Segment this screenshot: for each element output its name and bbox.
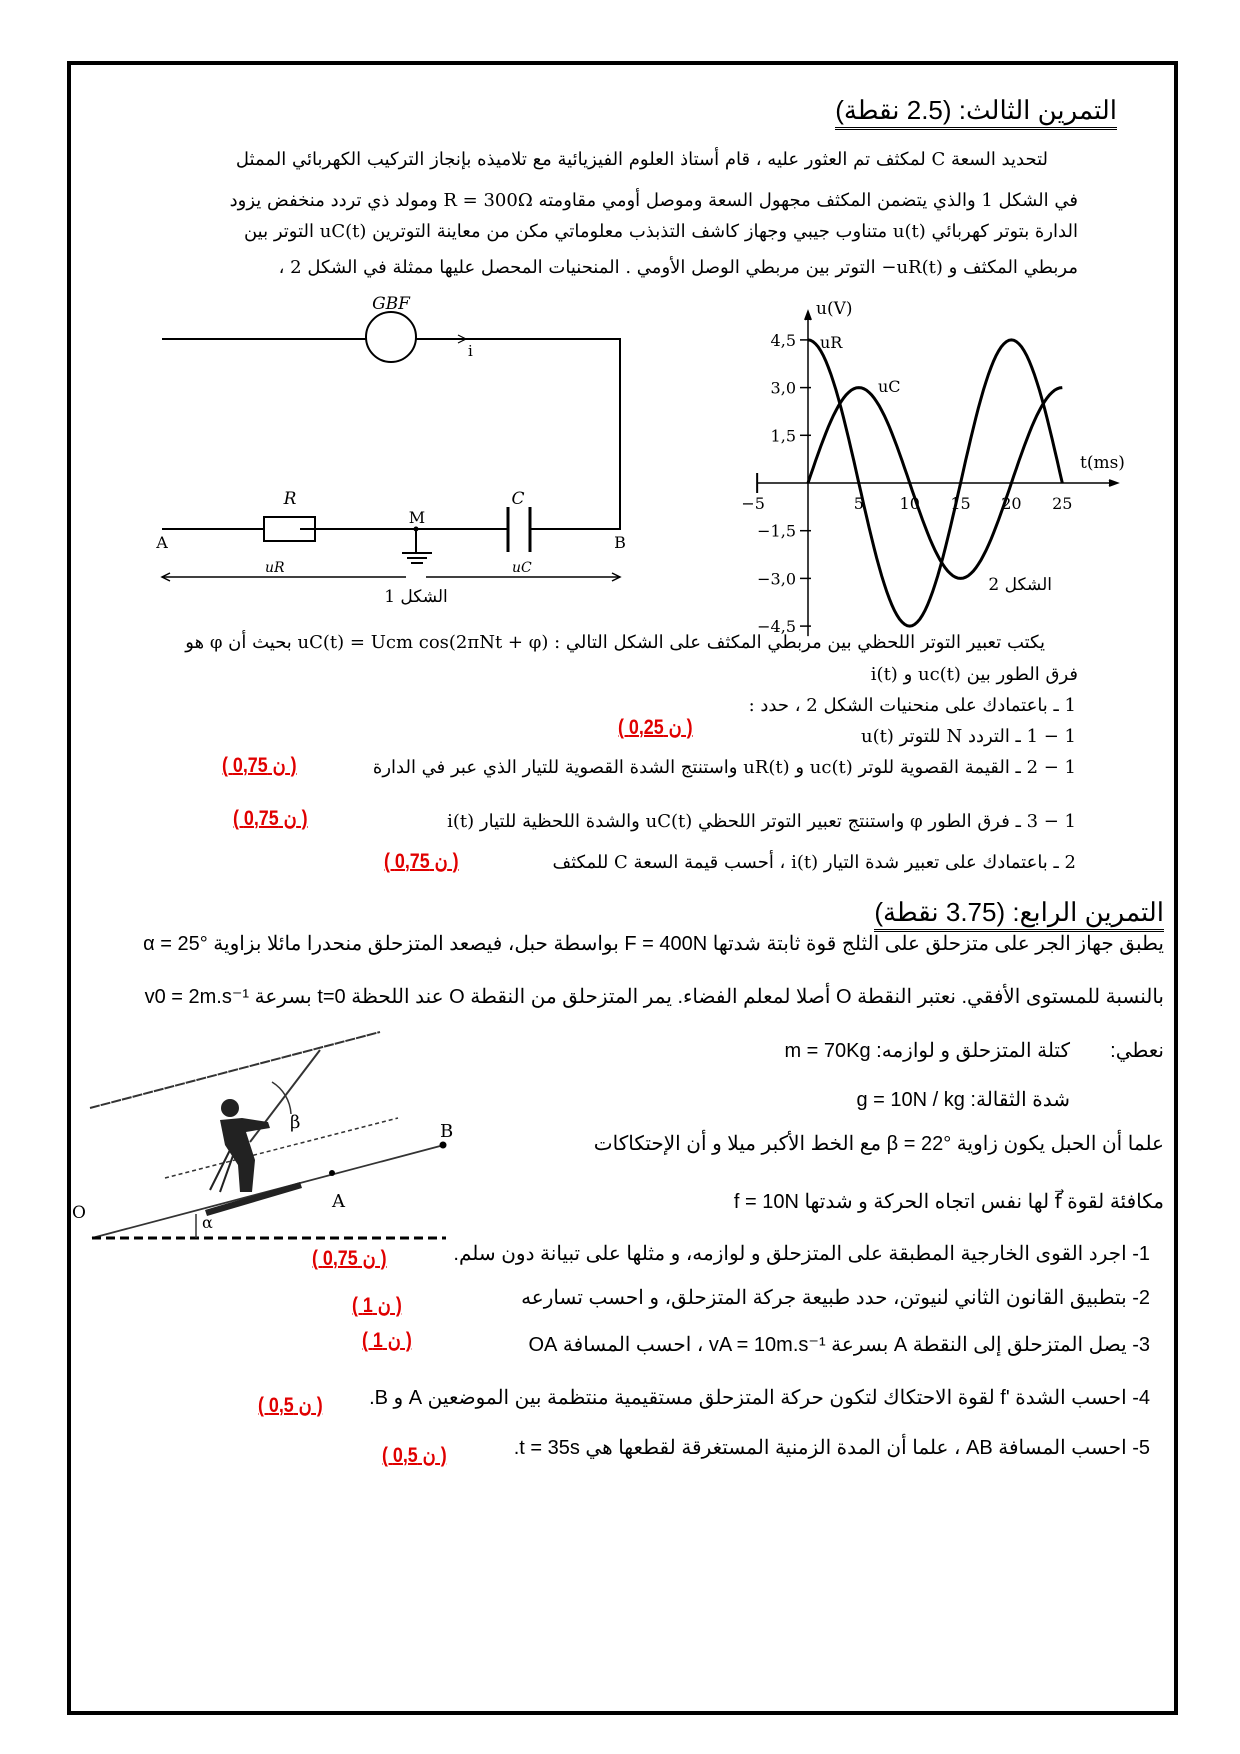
x-axis-arrow	[1109, 480, 1117, 486]
figure-1-caption: الشكل 1	[384, 587, 448, 607]
y-tick-label: −4,5	[757, 617, 796, 637]
series-label-ur: uR	[820, 333, 843, 352]
ex3-question: 1 − 1 ـ التردد N للتوتر u(t)	[861, 726, 1076, 747]
generator-symbol	[366, 312, 416, 362]
ex3-question-points: ( ن 0,75 )	[384, 850, 459, 873]
point-o-label: O	[72, 1203, 86, 1223]
ex4-question-points: ( ن 0,75 )	[312, 1247, 387, 1270]
uc-label: uC	[512, 560, 532, 576]
ex4-question: 3- يصل المتزحلق إلى النقطة A بسرعة vA = 10m.s⁻¹ ، احسب المسافة OA	[528, 1334, 1150, 1356]
point-a-label: A	[332, 1191, 345, 1212]
voltage-chart	[740, 300, 1180, 645]
circuit-diagram	[140, 290, 640, 620]
ex3-question: 1 − 3 ـ فرق الطور φ واستنتج تعبير التوتر اللحظي uC(t) والشدة اللحظية للتيار i(t)	[447, 811, 1076, 832]
node-m-label: M	[408, 508, 426, 527]
exercise-4-title: التمرين الرابع: (3.75 نقطة)	[874, 896, 1164, 932]
point-a-dot	[329, 1170, 335, 1176]
point-b-dot	[440, 1142, 447, 1149]
ex3-question: 1 − 2 ـ القيمة القصوية للوتر uc(t) و uR(t) واستنتج الشدة القصوية للتيار الذي عبر في الدارة	[372, 757, 1076, 778]
ex3-question-points: ( ن 0,75 )	[222, 754, 297, 777]
x-axis-label: t(ms)	[1080, 453, 1125, 473]
circuit-wires	[162, 339, 620, 529]
series-label-uc: uC	[878, 377, 901, 396]
given-label: نعطي:	[1110, 1040, 1164, 1062]
current-label: i	[468, 342, 473, 360]
y-tick-label: −1,5	[757, 521, 796, 541]
point-b-label: B	[440, 1121, 454, 1142]
ex4-note-line: مكافئة لقوة f⃗ لها نفس اتجاه الحركة و شدتها f = 10N	[733, 1191, 1164, 1213]
x-tick-label: 25	[1052, 494, 1073, 513]
node-a-label: A	[156, 533, 168, 552]
y-tick-label: 1,5	[770, 426, 796, 446]
ex4-paragraph-line: بالنسبة للمستوى الأفقي. نعتبر النقطة O أصلا لمعلم الفضاء. يمر المتزحلق من النقطة O عند اللحظة t=0 بسرعة v0 = 2m.s⁻¹	[144, 986, 1164, 1008]
ex4-paragraph-line: يطبق جهاز الجر على متزحلق على الثلج قوة ثابتة شدتها F = 400N بواسطة حبل، فيصعد المتزحلق منحدرا مائلا بزاوية α = 25°	[143, 933, 1164, 955]
y-axis-arrow	[805, 312, 811, 320]
y-tick-label: 4,5	[770, 330, 796, 350]
ex3-paragraph-line: مربطي المكثف و uR(t)− التوتر بين مربطي الوصل الأومي . المنحنيات المحصل عليها ممثلة في الشكل 2 ،	[278, 257, 1078, 278]
ex3-paragraph-line: لتحديد السعة C لمكثف تم العثور عليه ، قام أستاذ العلوم الفيزيائية مع تلاميذه بإنجاز التركيب الكهربائي الممثل	[235, 149, 1048, 170]
resistor-label: R	[283, 489, 297, 509]
y-tick-label: −3,0	[757, 569, 796, 589]
ex3-statement-line: فرق الطور بين uc(t) و i(t)	[870, 664, 1078, 685]
y-tick-label: 3,0	[770, 378, 796, 398]
x-tick-label: 5	[853, 494, 864, 513]
ex4-note-line: علما أن الحبل يكون زاوية β = 22° مع الخط الأكبر ميلا و أن الإحتكاكات	[593, 1133, 1164, 1155]
node-m-dot	[414, 527, 419, 532]
ex3-statement-line: 1 ـ باعتمادك على منحنيات الشكل 2 ، حدد :	[748, 695, 1076, 716]
ex4-question: 4- احسب الشدة 'f لقوة الاحتكاك لتكون حركة المتزحلق مستقيمية منتظمة بين الموضعين A و B.	[369, 1387, 1150, 1409]
x-tick-label: −5	[741, 494, 765, 513]
ex4-question-points: ( ن 0,5 )	[258, 1394, 323, 1417]
y-axis-label: u(V)	[816, 300, 853, 319]
node-b-label: B	[614, 533, 626, 552]
ex3-question-points: ( ن 0,75 )	[233, 807, 308, 830]
given-gravity: شدة الثقالة: g = 10N / kg	[856, 1089, 1070, 1111]
skier-figure	[205, 1099, 302, 1216]
ex3-paragraph-line: في الشكل 1 والذي يتضمن المكثف مجهول السعة وموصل أومي مقاومته R = 300Ω ومولد ذي تردد منخفض يزود	[229, 190, 1078, 211]
ex4-question-points: ( ن 0,5 )	[382, 1444, 447, 1467]
figure-2-caption: الشكل 2	[988, 575, 1052, 595]
skier-diagram	[70, 1020, 500, 1250]
beta-label: β	[290, 1112, 301, 1133]
exercise-3-title: التمرين الثالث: (2.5 نقطة)	[835, 94, 1117, 130]
generator-label: GBF	[372, 294, 410, 314]
ex3-question-points: ( ن 0,25 )	[618, 716, 693, 739]
ex3-question: 2 ـ باعتمادك على تعبير شدة التيار i(t) ، أحسب قيمة السعة C للمكثف	[552, 852, 1076, 873]
ex4-question-points: ( ن 1 )	[362, 1329, 412, 1352]
given-mass: كتلة المتزحلق و لوازمه: m = 70Kg	[784, 1040, 1070, 1062]
x-tick-label: 20	[1001, 494, 1022, 513]
alpha-label: α	[202, 1213, 213, 1232]
ur-label: uR	[265, 560, 285, 576]
ex3-paragraph-line: الدارة بتوتر كهربائي u(t) متناوب جيبي وجهاز كاشف التذبذب معلوماتي مكن من معاينة التوترين uC(t) التوتر بين	[243, 221, 1078, 242]
x-tick-label: 10	[899, 494, 920, 513]
capacitor-label: C	[511, 489, 525, 509]
rope-reference-line	[165, 1118, 398, 1178]
ex4-question-points: ( ن 1 )	[352, 1294, 402, 1317]
ex3-statement-line: يكتب تعبير التوتر اللحظي بين مربطي المكثف على الشكل التالي : uC(t) = Ucm cos(2πNt + φ) بحيث أن φ هو	[185, 632, 1045, 653]
x-tick-label: 15	[950, 494, 971, 513]
ex4-question: 2- بتطبيق القانون الثاني لنيوتن، حدد طبيعة جركة المتزحلق، و احسب تسارعه	[521, 1287, 1150, 1309]
cable-line	[90, 1032, 380, 1108]
ex4-question: 5- احسب المسافة AB ، علما أن المدة الزمنية المستغرقة لقطعها هي t = 35s.	[513, 1437, 1150, 1459]
ex4-question: 1- اجرد القوى الخارجية المطبقة على المتزحلق و لوازمه، و مثلها على تبيانة دون سلم.	[453, 1243, 1150, 1265]
